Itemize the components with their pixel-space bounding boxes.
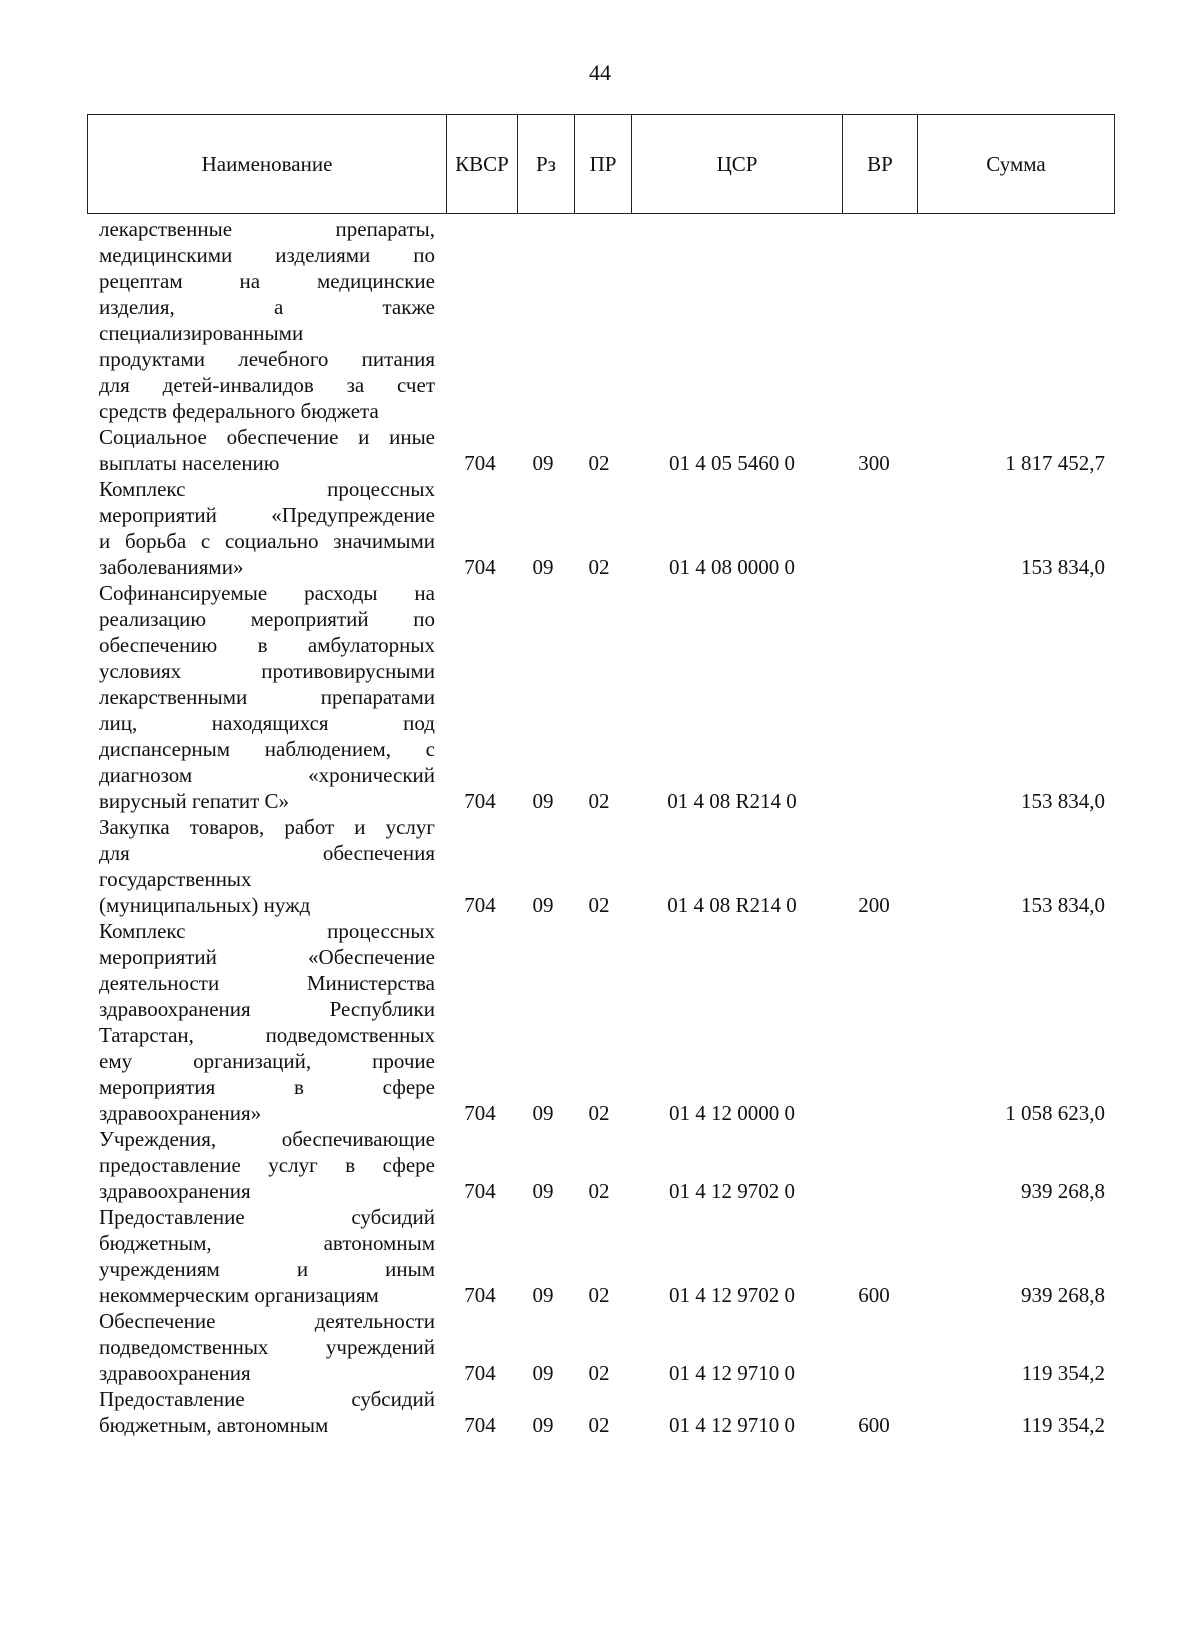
table-body (87, 214, 1115, 1438)
name-line: Предоставление субсидий (99, 1205, 435, 1229)
name-line: мероприятий «Предупреждение (99, 503, 435, 527)
name-line: рецептам на медицинские (99, 269, 435, 293)
cell-vr: 200 (858, 893, 890, 917)
name-line: для детей-инвалидов за счет (99, 373, 435, 397)
name-line: вирусный гепатит С» (99, 789, 290, 813)
table-row (87, 1308, 1115, 1386)
cell-name (87, 918, 445, 1126)
cell-rz: 09 (532, 1413, 554, 1437)
name-line: для обеспечения (99, 841, 435, 865)
name-line: Социальное обеспечение и иные (99, 425, 435, 449)
name-line: Софинансируемые расходы на (99, 581, 435, 605)
cell-pr: 02 (588, 789, 610, 813)
name-line: и борьба с социально значимыми (99, 529, 435, 553)
header-pr: ПР (574, 115, 631, 213)
cell-pr: 02 (588, 1413, 610, 1437)
cell-kvsr: 704 (464, 1179, 496, 1203)
cell-csr: 01 4 12 0000 0 (669, 1101, 795, 1125)
table-row (87, 814, 1115, 918)
cell-csr: 01 4 12 9710 0 (669, 1413, 795, 1437)
cell-sum: 1 817 452,7 (1005, 451, 1105, 475)
cell-kvsr: 704 (464, 1283, 496, 1307)
cell-csr: 01 4 08 R214 0 (667, 789, 797, 813)
cell-name (87, 1386, 445, 1438)
name-line: лекарственные препараты, (99, 217, 435, 241)
table-row (87, 476, 1115, 580)
cell-sum: 153 834,0 (1021, 893, 1105, 917)
table-row (87, 424, 1115, 476)
name-line: лиц, находящихся под (99, 711, 435, 735)
name-line: государственных (99, 867, 252, 891)
cell-rz: 09 (532, 1179, 554, 1203)
cell-pr: 02 (588, 451, 610, 475)
header-name: Наименование (201, 152, 333, 176)
table-row (87, 580, 1115, 814)
name-line: Комплекс процессных (99, 919, 435, 943)
table-row (87, 216, 1115, 424)
cell-pr: 02 (588, 1179, 610, 1203)
cell-csr: 01 4 12 9710 0 (669, 1361, 795, 1385)
name-line: бюджетным, автономным (99, 1413, 329, 1437)
name-line: деятельности Министерства (99, 971, 435, 995)
name-line: мероприятий «Обеспечение (99, 945, 435, 969)
name-line: Татарстан, подведомственных (99, 1023, 435, 1047)
cell-csr: 01 4 05 5460 0 (669, 451, 795, 475)
name-line: некоммерческим организациям (99, 1283, 379, 1307)
cell-rz: 09 (532, 1101, 554, 1125)
name-line: реализацию мероприятий по (99, 607, 435, 631)
name-line: подведомственных учреждений (99, 1335, 435, 1359)
name-line: изделия, а также (99, 295, 435, 319)
table-row (87, 1204, 1115, 1308)
cell-pr: 02 (588, 893, 610, 917)
name-line: здравоохранения Республики (99, 997, 435, 1021)
cell-kvsr: 704 (464, 1413, 496, 1437)
cell-name (87, 814, 445, 918)
cell-csr: 01 4 08 0000 0 (669, 555, 795, 579)
name-line: мероприятия в сфере (99, 1075, 435, 1099)
cell-sum: 1 058 623,0 (1005, 1101, 1105, 1125)
cell-name (87, 580, 445, 814)
cell-rz: 09 (532, 1361, 554, 1385)
name-line: здравоохранения (99, 1179, 251, 1203)
name-line: условиях противовирусными (99, 659, 435, 683)
cell-sum: 939 268,8 (1021, 1179, 1105, 1203)
name-line: специализированными (99, 321, 304, 345)
cell-name (87, 1308, 445, 1386)
cell-sum: 939 268,8 (1021, 1283, 1105, 1307)
table-row (87, 1386, 1115, 1438)
cell-pr: 02 (588, 1283, 610, 1307)
cell-rz: 09 (532, 451, 554, 475)
cell-vr: 600 (858, 1413, 890, 1437)
cell-rz: 09 (532, 789, 554, 813)
cell-rz: 09 (532, 1283, 554, 1307)
cell-rz: 09 (532, 893, 554, 917)
cell-kvsr: 704 (464, 555, 496, 579)
cell-kvsr: 704 (464, 1361, 496, 1385)
cell-name (87, 476, 445, 580)
cell-sum: 153 834,0 (1021, 789, 1105, 813)
cell-vr: 600 (858, 1283, 890, 1307)
name-line: учреждениям и иным (99, 1257, 435, 1281)
cell-sum: 119 354,2 (1021, 1413, 1105, 1437)
name-line: продуктами лечебного питания (99, 347, 435, 371)
name-line: здравоохранения» (99, 1101, 262, 1125)
cell-kvsr: 704 (464, 893, 496, 917)
cell-pr: 02 (588, 1101, 610, 1125)
header-rz: Рз (517, 115, 574, 213)
cell-kvsr: 704 (464, 451, 496, 475)
name-line: предоставление услуг в сфере (99, 1153, 435, 1177)
cell-name (87, 424, 445, 476)
cell-sum: 119 354,2 (1021, 1361, 1105, 1385)
budget-table (87, 114, 1115, 1438)
name-line: бюджетным, автономным (99, 1231, 435, 1255)
cell-pr: 02 (588, 1361, 610, 1385)
header-kvsr: КВСР (446, 115, 517, 213)
name-line: ему организаций, прочие (99, 1049, 435, 1073)
cell-name (87, 1126, 445, 1204)
name-line: диспансерным наблюдением, с (99, 737, 435, 761)
cell-name (87, 216, 445, 424)
table-row (87, 918, 1115, 1126)
name-line: здравоохранения (99, 1361, 251, 1385)
cell-csr: 01 4 12 9702 0 (669, 1179, 795, 1203)
name-line: обеспечению в амбулаторных (99, 633, 435, 657)
header-vr: ВР (842, 115, 917, 213)
name-line: выплаты населению (99, 451, 280, 475)
name-line: Закупка товаров, работ и услуг (99, 815, 435, 839)
name-line: медицинскими изделиями по (99, 243, 435, 267)
name-line: лекарственными препаратами (99, 685, 435, 709)
cell-pr: 02 (588, 555, 610, 579)
cell-name (87, 1204, 445, 1308)
name-line: (муниципальных) нужд (99, 893, 311, 917)
name-line: заболеваниями» (99, 555, 244, 579)
name-line: Учреждения, обеспечивающие (99, 1127, 435, 1151)
page-number: 44 (589, 60, 611, 85)
name-line: средств федерального бюджета (99, 399, 379, 423)
cell-sum: 153 834,0 (1021, 555, 1105, 579)
cell-kvsr: 704 (464, 789, 496, 813)
table-header (87, 114, 1115, 214)
name-line: диагнозом «хронический (99, 763, 435, 787)
cell-csr: 01 4 12 9702 0 (669, 1283, 795, 1307)
name-line: Предоставление субсидий (99, 1387, 435, 1411)
cell-rz: 09 (532, 555, 554, 579)
name-line: Комплекс процессных (99, 477, 435, 501)
cell-kvsr: 704 (464, 1101, 496, 1125)
name-line: Обеспечение деятельности (99, 1309, 435, 1333)
cell-csr: 01 4 08 R214 0 (667, 893, 797, 917)
header-sum: Сумма (917, 115, 1114, 213)
cell-vr: 300 (858, 451, 890, 475)
table-row (87, 1126, 1115, 1204)
header-csr: ЦСР (631, 115, 842, 213)
